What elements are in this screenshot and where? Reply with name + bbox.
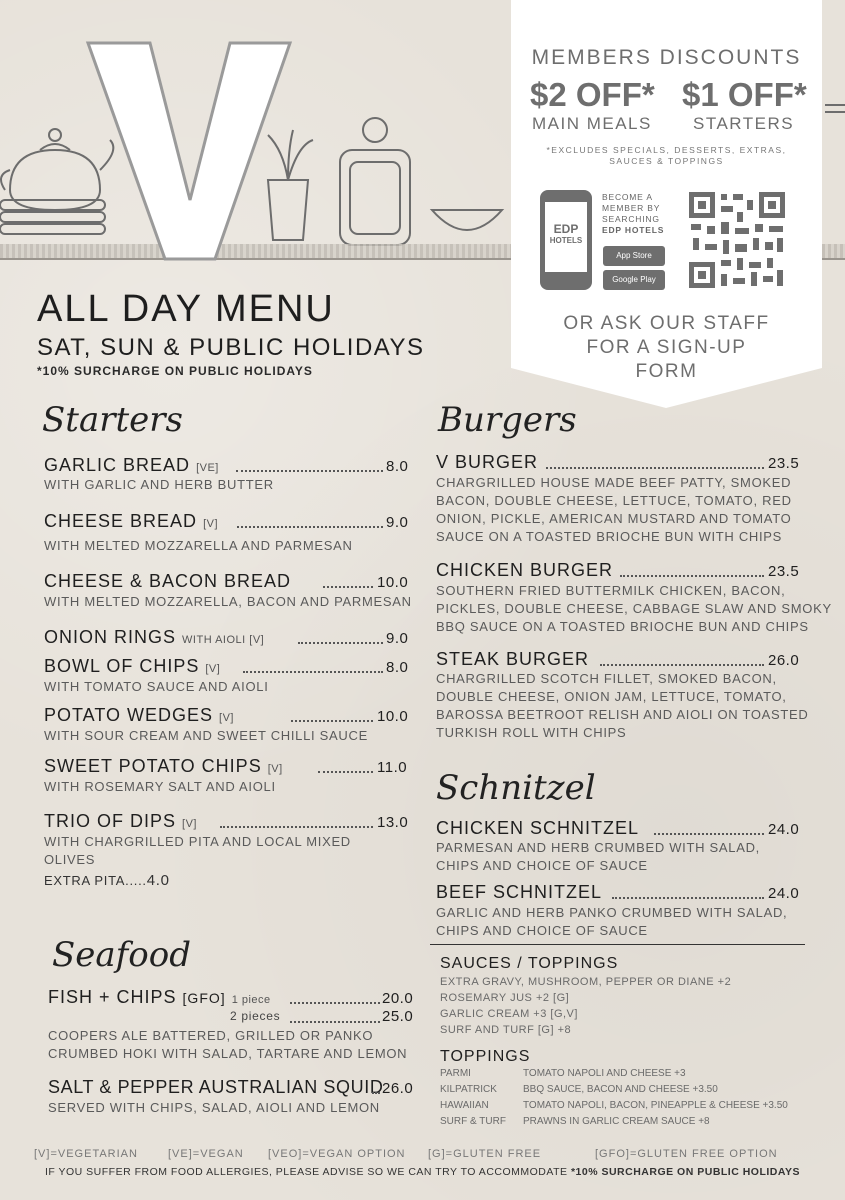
item-price: 9.0 <box>386 514 409 531</box>
item-name: STEAK BURGER <box>436 649 590 669</box>
item-description: WITH MELTED MOZZARELLA, BACON AND PARMESAN <box>44 594 412 609</box>
bowl-icon <box>432 210 502 230</box>
item-price: 26.0 <box>768 652 800 669</box>
leader-dots <box>654 833 764 835</box>
item-name: BEEF SCHNITZEL <box>436 882 603 902</box>
discount-exclusions <box>531 145 802 167</box>
item-description: WITH MELTED MOZZARELLA AND PARMESAN <box>44 538 353 553</box>
leader-dots <box>291 720 373 722</box>
item-name <box>48 987 271 1008</box>
item-description: BBQ SAUCE ON A TOASTED BRIOCHE BUN AND CHIPS <box>436 619 809 634</box>
diet-tag: [V] <box>267 763 283 775</box>
leader-dots <box>220 826 373 828</box>
item-title: GARLIC BREAD <box>44 455 191 475</box>
item-price: 24.0 <box>768 821 800 838</box>
leader-dots <box>318 771 373 773</box>
legend-vegan: [VE]=VEGAN <box>168 1148 244 1160</box>
item-price: 8.0 <box>386 458 409 475</box>
sauces-heading: SAUCES / TOPPINGS <box>440 955 619 972</box>
item-description: CRUMBED HOKI WITH SALAD, TARTARE AND LEMON <box>48 1046 408 1061</box>
members-title: MEMBERS DISCOUNTS <box>531 46 802 69</box>
discount-main-label: MAIN MEALS <box>532 114 652 133</box>
item-name: V BURGER <box>436 452 539 472</box>
app-store-badge[interactable]: App Store <box>603 246 665 266</box>
item-description: CHIPS AND CHOICE OF SAUCE <box>436 858 648 873</box>
phone-brand-edp: EDP <box>553 222 579 236</box>
item-description: SOUTHERN FRIED BUTTERMILK CHICKEN, BACON, <box>436 583 786 598</box>
become-line: EDP HOTELS <box>602 225 665 235</box>
ask-line: FOR A SIGN-UP <box>586 337 747 358</box>
item-price: 9.0 <box>386 630 409 647</box>
big-v-logo <box>85 40 295 262</box>
item-description: WITH GARLIC AND HERB BUTTER <box>44 477 274 492</box>
toppings-heading: TOPPINGS <box>440 1048 531 1065</box>
page-title: ALL DAY MENU <box>37 288 335 330</box>
topping-name: PARMI <box>440 1068 471 1079</box>
item-name <box>44 705 234 726</box>
sauce-line: SURF AND TURF [G] +8 <box>440 1024 572 1036</box>
sauce-line: GARLIC CREAM +3 [G,V] <box>440 1008 578 1020</box>
item-name <box>44 511 218 532</box>
legend-gluten-free: [G]=GLUTEN FREE <box>428 1148 542 1160</box>
phone-brand-hotels: HOTELS <box>549 236 583 245</box>
topping-desc: PRAWNS IN GARLIC CREAM SAUCE +8 <box>523 1116 710 1127</box>
extra-label: EXTRA PITA..... <box>44 873 147 888</box>
leader-dots <box>236 470 383 472</box>
become-member-text <box>602 192 682 236</box>
leader-dots <box>546 467 764 469</box>
item-price: 26.0 <box>382 1080 414 1097</box>
item-description: TURKISH ROLL WITH CHIPS <box>436 725 627 740</box>
starters-heading: Starters <box>42 400 183 440</box>
discount-starters-label: STARTERS <box>693 114 795 133</box>
item-name <box>44 627 264 648</box>
allergy-notice <box>0 1166 845 1178</box>
exclusions-line: SAUCES & TOPPINGS <box>609 156 724 166</box>
become-line: MEMBER BY <box>602 203 661 213</box>
topping-desc: BBQ SAUCE, BACON AND CHEESE +3.50 <box>523 1084 718 1095</box>
item-description: WITH TOMATO SAUCE AND AIOLI <box>44 679 269 694</box>
members-discount-panel <box>511 0 822 410</box>
item-description: WITH ROSEMARY SALT AND AIOLI <box>44 779 276 794</box>
item-name: CHICKEN BURGER <box>436 560 614 580</box>
item-description: SAUCE ON A TOASTED BRIOCHE BUN WITH CHIPS <box>436 529 783 544</box>
legend-vegetarian: [V]=VEGETARIAN <box>34 1148 138 1160</box>
item-title: SWEET POTATO CHIPS <box>44 756 262 776</box>
item-price: 23.5 <box>768 563 800 580</box>
item-title: ONION RINGS <box>44 627 177 647</box>
allergy-surcharge: *10% SURCHARGE ON PUBLIC HOLIDAYS <box>570 1166 801 1178</box>
sauce-line: EXTRA GRAVY, MUSHROOM, PEPPER OR DIANE +2 <box>440 976 732 988</box>
leader-dots <box>237 526 383 528</box>
extra-pita <box>44 872 170 890</box>
item-description: WITH SOUR CREAM AND SWEET CHILLI SAUCE <box>44 728 368 743</box>
topping-name: KILPATRICK <box>440 1084 497 1095</box>
item-description: GARLIC AND HERB PANKO CRUMBED WITH SALAD, <box>436 905 788 920</box>
leader-dots <box>298 642 383 644</box>
diet-tag: [V] <box>182 818 197 830</box>
diet-tag: [GFO] <box>182 990 226 1006</box>
item-name <box>44 571 291 592</box>
seafood-heading: Seafood <box>52 935 191 975</box>
item-description: BAROSSA BEETROOT RELISH AND AIOLI ON TOASTED <box>436 707 809 722</box>
item-price: 25.0 <box>382 1008 414 1025</box>
item-description: DOUBLE CHEESE, ONION JAM, LETTUCE, TOMATO, <box>436 689 787 704</box>
portion-option: 1 piece <box>231 994 271 1006</box>
section-divider <box>430 944 805 945</box>
extra-price: 4.0 <box>146 872 170 889</box>
sign-up-form-note <box>511 312 822 384</box>
leader-dots <box>372 1092 380 1094</box>
portion-option: 2 pieces <box>230 1009 281 1023</box>
leader-dots <box>620 575 764 577</box>
item-title: CHEESE BREAD <box>44 511 198 531</box>
diet-tag: [V] <box>219 712 234 724</box>
leader-dots <box>600 664 764 666</box>
ask-line: OR ASK OUR STAFF <box>563 313 770 334</box>
topping-desc: TOMATO NAPOLI AND CHEESE +3 <box>523 1068 686 1079</box>
item-price: 13.0 <box>377 814 409 831</box>
leader-dots <box>290 1002 380 1004</box>
item-price: 24.0 <box>768 885 800 902</box>
diet-tag: [V] <box>205 663 221 675</box>
discount-starters-value: $1 OFF* <box>682 76 807 113</box>
item-name <box>44 756 283 777</box>
item-title: CHEESE & BACON BREAD <box>44 571 292 591</box>
item-description: ONION, PICKLE, AMERICAN MUSTARD AND TOMATO <box>436 511 792 526</box>
item-description: PICKLES, DOUBLE CHEESE, CABBAGE SLAW AND SMOKY <box>436 601 832 616</box>
diet-tag: [V] <box>203 518 219 530</box>
legend-vegan-option: [VEO]=VEGAN OPTION <box>268 1148 406 1160</box>
item-description: CHARGRILLED SCOTCH FILLET, SMOKED BACON, <box>436 671 777 686</box>
become-line: SEARCHING <box>602 214 660 224</box>
item-title: TRIO OF DIPS <box>44 811 177 831</box>
schnitzel-heading: Schnitzel <box>436 768 596 808</box>
item-description: CHIPS AND CHOICE OF SAUCE <box>436 923 648 938</box>
exclusions-line: *EXCLUDES SPECIALS, DESSERTS, EXTRAS, <box>546 145 787 155</box>
item-price: 23.5 <box>768 455 800 472</box>
become-line: BECOME A <box>602 192 653 202</box>
item-price: 10.0 <box>377 574 409 591</box>
google-play-badge[interactable]: Google Play <box>603 270 665 290</box>
item-name <box>44 455 219 476</box>
ask-line: FORM <box>635 361 698 382</box>
leader-dots <box>323 586 373 588</box>
item-description: BACON, DOUBLE CHEESE, LETTUCE, TOMATO, RED <box>436 493 792 508</box>
item-name: CHICKEN SCHNITZEL <box>436 818 640 838</box>
legend-gluten-free-option: [GFO]=GLUTEN FREE OPTION <box>595 1148 778 1160</box>
item-title: BOWL OF CHIPS <box>44 656 200 676</box>
diet-tag: [VE] <box>196 462 219 474</box>
burgers-heading: Burgers <box>438 400 577 440</box>
item-description: OLIVES <box>44 852 96 867</box>
leader-dots <box>612 897 764 899</box>
item-price: 10.0 <box>377 708 409 725</box>
topping-desc: TOMATO NAPOLI, BACON, PINEAPPLE & CHEESE +3.50 <box>523 1100 788 1111</box>
item-title: FISH + CHIPS <box>48 987 177 1007</box>
item-name <box>44 811 197 832</box>
item-description: WITH CHARGRILLED PITA AND LOCAL MIXED <box>44 834 351 849</box>
leader-dots <box>243 671 383 673</box>
item-name: SALT & PEPPER AUSTRALIAN SQUID <box>48 1077 384 1097</box>
item-price: 8.0 <box>386 659 409 676</box>
item-price: 11.0 <box>377 759 408 776</box>
item-name <box>44 656 220 677</box>
item-description: SERVED WITH CHIPS, SALAD, AIOLI AND LEMON <box>48 1100 380 1115</box>
item-price: 20.0 <box>382 990 414 1007</box>
item-title: POTATO WEDGES <box>44 705 214 725</box>
item-description: CHARGRILLED HOUSE MADE BEEF PATTY, SMOKED <box>436 475 792 490</box>
discount-main-value: $2 OFF* <box>530 76 655 113</box>
surcharge-note: *10% SURCHARGE ON PUBLIC HOLIDAYS <box>37 364 313 378</box>
page-subtitle: SAT, SUN & PUBLIC HOLIDAYS <box>37 334 425 361</box>
leader-dots <box>290 1021 380 1023</box>
allergy-text: IF YOU SUFFER FROM FOOD ALLERGIES, PLEASE ADVISE SO WE CAN TRY TO ACCOMMODATE <box>44 1166 568 1178</box>
item-description: PARMESAN AND HERB CRUMBED WITH SALAD, <box>436 840 760 855</box>
diet-tag: WITH AIOLI [V] <box>182 634 265 646</box>
sauce-line: ROSEMARY JUS +2 [G] <box>440 992 570 1004</box>
topping-name: SURF & TURF <box>440 1116 506 1127</box>
phone-icon <box>540 190 592 290</box>
item-description: COOPERS ALE BATTERED, GRILLED OR PANKO <box>48 1028 374 1043</box>
topping-name: HAWAIIAN <box>440 1100 489 1111</box>
qr-code-icon[interactable] <box>689 192 785 288</box>
